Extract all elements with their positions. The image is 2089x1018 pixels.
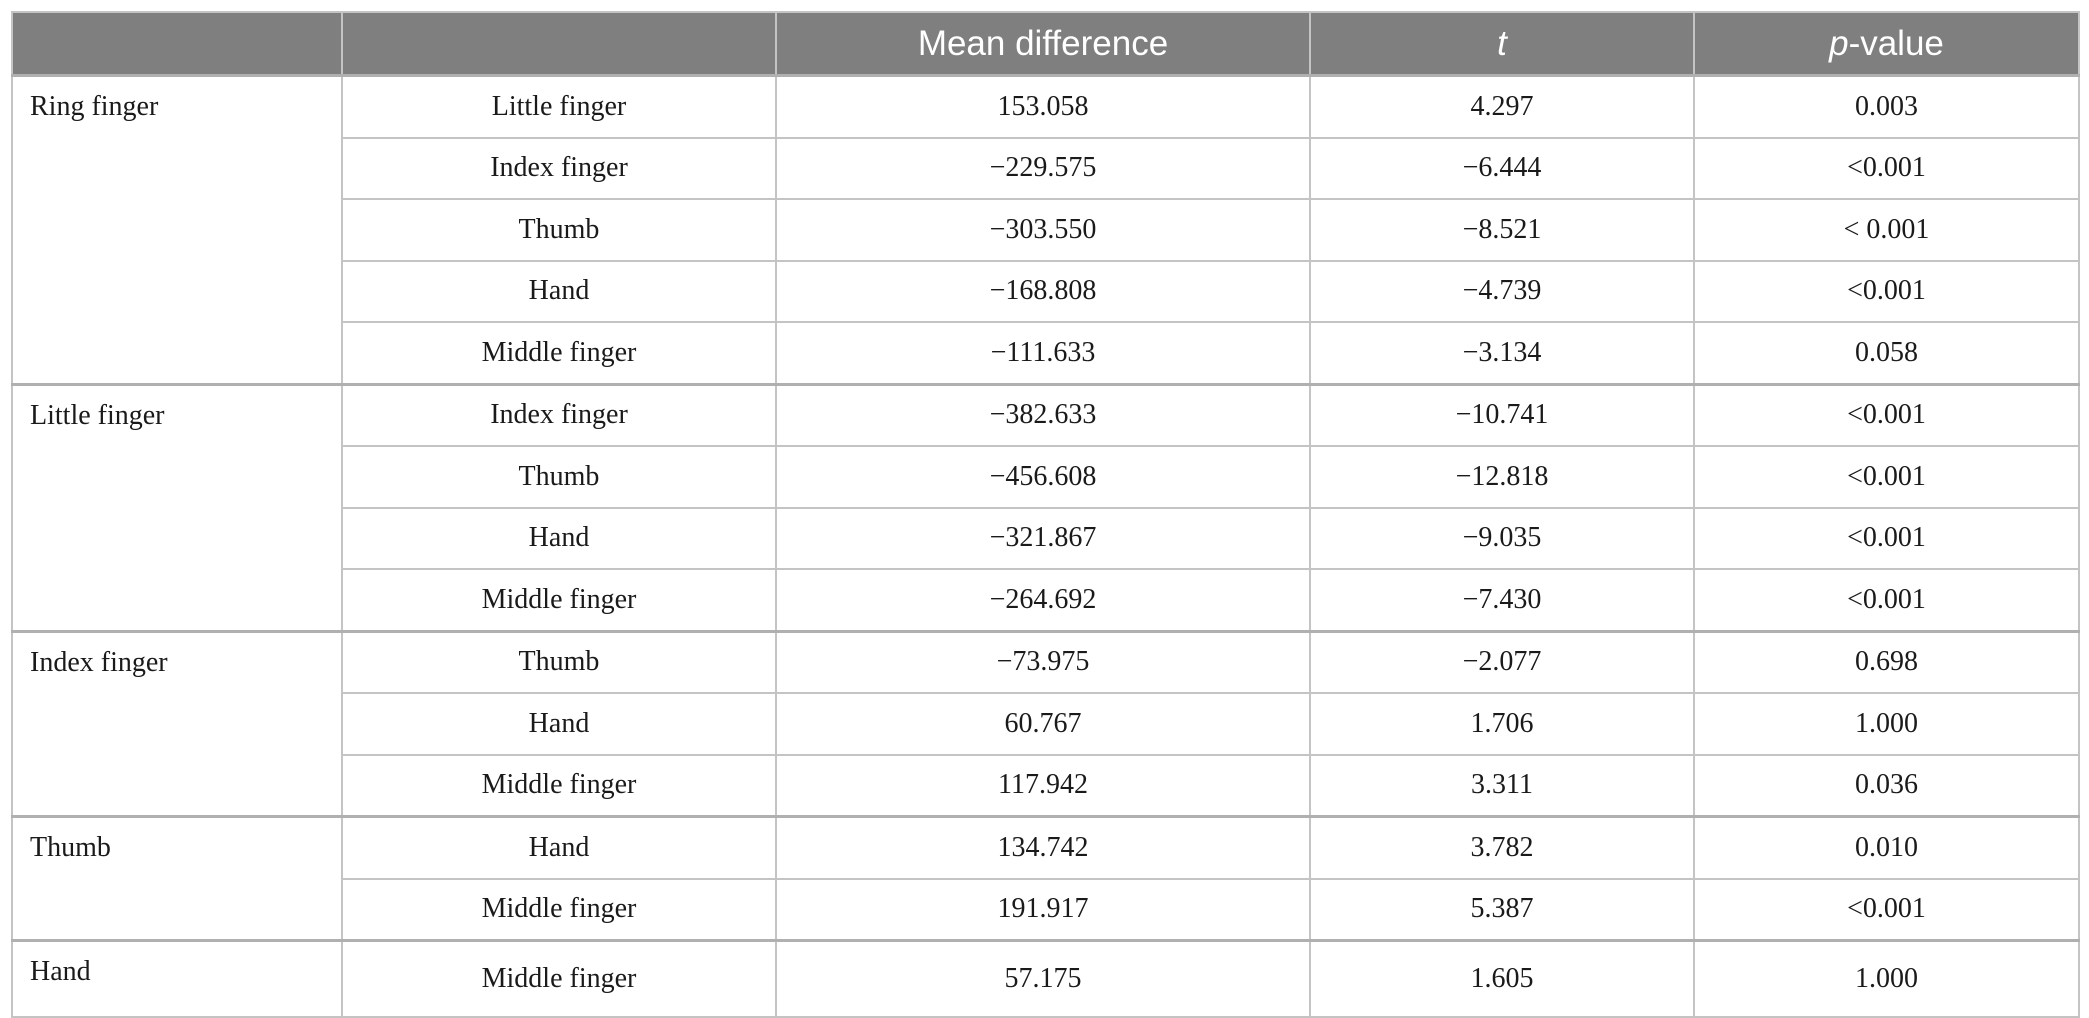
mean-difference-cell: 191.917 [776,879,1310,941]
comparison-table [11,11,2080,1018]
p-value-cell: 1.000 [1694,941,2079,1017]
header-t [1310,12,1694,76]
header-p-suffix: -value [1848,23,1944,63]
mean-difference-cell: −456.608 [776,446,1310,508]
mean-difference-cell: −73.975 [776,631,1310,693]
comparison-cell: Middle finger [342,569,776,631]
table-header [12,12,2079,76]
t-value-cell: −7.430 [1310,569,1694,631]
mean-difference-cell: 60.767 [776,693,1310,755]
comparison-cell: Middle finger [342,941,776,1017]
t-value-cell: −10.741 [1310,384,1694,446]
p-value-cell: 0.010 [1694,817,2079,879]
group-label: Little finger [12,384,342,631]
group-label: Ring finger [12,76,342,385]
p-value-cell: <0.001 [1694,879,2079,941]
t-value-cell: −8.521 [1310,199,1694,261]
comparison-cell: Hand [342,817,776,879]
p-value-cell: 0.058 [1694,322,2079,384]
comparison-cell: Hand [342,508,776,570]
comparison-cell: Middle finger [342,755,776,817]
p-value-cell: <0.001 [1694,138,2079,200]
mean-difference-cell: −382.633 [776,384,1310,446]
header-mean-difference: Mean difference [776,12,1310,76]
t-value-cell: −12.818 [1310,446,1694,508]
comparison-cell: Thumb [342,199,776,261]
p-value-cell: <0.001 [1694,508,2079,570]
comparison-cell: Middle finger [342,879,776,941]
comparison-cell: Hand [342,261,776,323]
comparison-cell: Thumb [342,631,776,693]
group-label: Index finger [12,631,342,817]
table-row [12,384,2079,446]
p-value-cell: < 0.001 [1694,199,2079,261]
t-value-cell: 3.782 [1310,817,1694,879]
mean-difference-cell: 57.175 [776,941,1310,1017]
comparison-cell: Middle finger [342,322,776,384]
table-row [12,941,2079,1017]
comparison-cell: Index finger [342,138,776,200]
p-value-cell: 0.003 [1694,76,2079,138]
p-value-cell: <0.001 [1694,446,2079,508]
header-group [12,12,342,76]
t-value-cell: 1.605 [1310,941,1694,1017]
mean-difference-cell: −168.808 [776,261,1310,323]
p-value-cell: <0.001 [1694,384,2079,446]
header-row [12,12,2079,76]
t-value-cell: −2.077 [1310,631,1694,693]
t-value-cell: −9.035 [1310,508,1694,570]
t-value-cell: −3.134 [1310,322,1694,384]
p-value-cell: <0.001 [1694,261,2079,323]
table-row [12,817,2079,879]
t-value-cell: −4.739 [1310,261,1694,323]
header-t-label: t [1497,23,1507,63]
mean-difference-cell: 153.058 [776,76,1310,138]
mean-difference-cell: −303.550 [776,199,1310,261]
mean-difference-cell: 134.742 [776,817,1310,879]
table-body [12,76,2079,1017]
t-value-cell: 3.311 [1310,755,1694,817]
header-p-letter: p [1829,23,1849,63]
group-label: Hand [12,941,342,1017]
comparison-cell: Thumb [342,446,776,508]
t-value-cell: 4.297 [1310,76,1694,138]
mean-difference-cell: 117.942 [776,755,1310,817]
t-value-cell: 5.387 [1310,879,1694,941]
header-p-value [1694,12,2079,76]
comparison-cell: Index finger [342,384,776,446]
table-row [12,631,2079,693]
p-value-cell: 1.000 [1694,693,2079,755]
mean-difference-cell: −111.633 [776,322,1310,384]
p-value-cell: 0.036 [1694,755,2079,817]
group-label: Thumb [12,817,342,941]
header-comparison [342,12,776,76]
mean-difference-cell: −264.692 [776,569,1310,631]
p-value-cell: <0.001 [1694,569,2079,631]
mean-difference-cell: −321.867 [776,508,1310,570]
t-value-cell: 1.706 [1310,693,1694,755]
comparison-cell: Little finger [342,76,776,138]
p-value-cell: 0.698 [1694,631,2079,693]
mean-difference-cell: −229.575 [776,138,1310,200]
table-row [12,76,2079,138]
t-value-cell: −6.444 [1310,138,1694,200]
comparison-cell: Hand [342,693,776,755]
